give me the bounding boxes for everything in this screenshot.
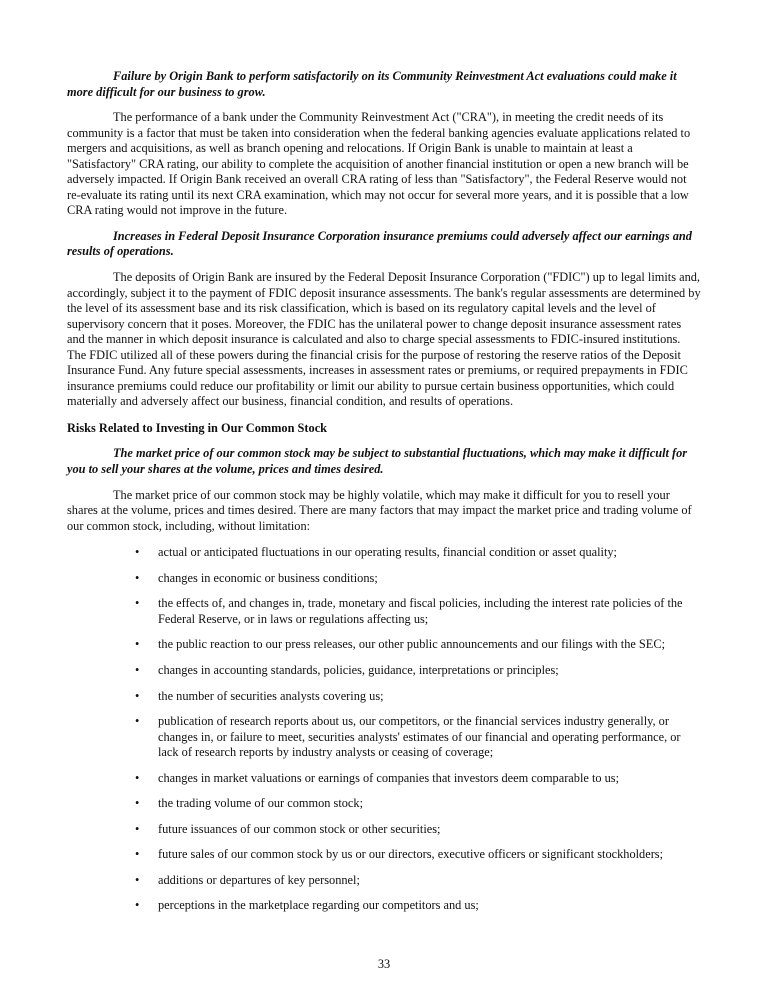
list-item-text: perceptions in the marketplace regarding our competitors and us; bbox=[158, 898, 479, 913]
bullet-icon: • bbox=[135, 570, 140, 585]
page-number: 33 bbox=[377, 957, 391, 971]
risk-heading-cra: Failure by Origin Bank to perform satisfactorily on its Community Reinvestment Act evaluations could make it more difficult for our business to grow. bbox=[67, 69, 677, 99]
bullet-icon: • bbox=[135, 770, 140, 785]
list-item bbox=[67, 714, 701, 761]
bullet-icon: • bbox=[135, 847, 140, 862]
list-item-text: the public reaction to our press releases, our other public announcements and our filings with the SEC; bbox=[158, 637, 665, 652]
list-item-text: changes in market valuations or earnings of companies that investors deem comparable to us; bbox=[158, 770, 620, 785]
section-heading-common-stock: Risks Related to Investing in Our Common Stock bbox=[67, 420, 328, 435]
list-item-text: changes in accounting standards, policies, guidance, interpretations or principles; bbox=[158, 662, 559, 677]
bullet-icon: • bbox=[135, 545, 140, 560]
list-item-text: the number of securities analysts covering us; bbox=[158, 688, 384, 703]
bullet-icon: • bbox=[135, 662, 140, 677]
list-item bbox=[67, 771, 701, 787]
list-item bbox=[67, 689, 701, 705]
list-item bbox=[67, 898, 701, 914]
list-item-text: publication of research reports about us, our competitors, or the financial services industry generally, or changes in, or failure to meet, securities analysts' estimates of our financial and operating performance, or lack of research reports by industry analysts or ceasing of coverage; bbox=[158, 714, 681, 760]
list-item-text: the effects of, and changes in, trade, monetary and fiscal policies, including the interest rate policies of the Federal Reserve, or in laws or regulations affecting us; bbox=[158, 596, 683, 626]
bullet-icon: • bbox=[135, 796, 140, 811]
list-item bbox=[67, 822, 701, 838]
list-item bbox=[67, 545, 701, 561]
bullet-icon: • bbox=[135, 637, 140, 652]
document-page bbox=[67, 69, 701, 924]
list-item bbox=[67, 596, 701, 627]
list-item bbox=[67, 873, 701, 889]
list-item bbox=[67, 571, 701, 587]
list-item bbox=[67, 637, 701, 653]
risk-factor-list bbox=[67, 545, 701, 914]
list-item-text: future issuances of our common stock or other securities; bbox=[158, 821, 441, 836]
list-item-text: the trading volume of our common stock; bbox=[158, 796, 364, 811]
list-item bbox=[67, 663, 701, 679]
list-item bbox=[67, 847, 701, 863]
list-item-text: actual or anticipated fluctuations in our operating results, financial condition or asset quality; bbox=[158, 545, 617, 560]
risk-heading-fdic: Increases in Federal Deposit Insurance Corporation insurance premiums could adversely affect our earnings and results of operations. bbox=[67, 228, 692, 259]
bullet-icon: • bbox=[135, 714, 140, 729]
paragraph-fdic: The deposits of Origin Bank are insured by the Federal Deposit Insurance Corporation ("FDIC") up to legal limits and, accordingly, subject it to the payment of FDIC deposit insurance assessments. The bank's regular assessments are determined by the level of its assessment base and its risk classification, which is based on its regulatory capital levels and the level of supervisory concern that it poses. Moreover, the FDIC has the unilateral power to change deposit insurance assessment rates and the manner in which deposit insurance is calculated and also to charge special assessments to FDIC-insured institutions. The FDIC utilized all of these powers during the financial crisis for the purpose of restoring the reserve ratios of the Deposit Insurance Fund. Any future special assessments, increases in assessment rates or premiums, or required prepayments in FDIC insurance premiums could reduce our profitability or limit our ability to pursue certain business opportunities, which could materially and adversely affect our business, financial condition, and results of operations. bbox=[67, 270, 701, 409]
paragraph-market-price: The market price of our common stock may be highly volatile, which may make it difficult for you to resell your shares at the volume, prices and times desired. There are many factors that may impact the market price and trading volume of our common stock, including, without limitation: bbox=[67, 487, 692, 533]
bullet-icon: • bbox=[135, 821, 140, 836]
bullet-icon: • bbox=[135, 872, 140, 887]
list-item bbox=[67, 796, 701, 812]
risk-heading-market-price: The market price of our common stock may be subject to substantial fluctuations, which may make it difficult for you to sell your shares at the volume, prices and times desired. bbox=[67, 446, 688, 477]
bullet-icon: • bbox=[135, 688, 140, 703]
list-item-text: changes in economic or business conditions; bbox=[158, 570, 378, 585]
bullet-icon: • bbox=[135, 596, 140, 611]
list-item-text: future sales of our common stock by us or our directors, executive officers or significant stockholders; bbox=[158, 847, 664, 862]
bullet-icon: • bbox=[135, 898, 140, 913]
list-item-text: additions or departures of key personnel; bbox=[158, 872, 360, 887]
paragraph-cra: The performance of a bank under the Community Reinvestment Act ("CRA"), in meeting the credit needs of its community is a factor that must be taken into consideration when the federal banking agencies evaluate applications related to mergers and acquisitions, as well as branch opening and relocations. If Origin Bank is unable to maintain at least a "Satisfactory" CRA rating, our ability to complete the acquisition of another financial institution or open a new branch will be adversely impacted. If Origin Bank received an overall CRA rating of less than "Satisfactory", the Federal Reserve would not re-evaluate its rating until its next CRA examination, which may not occur for several more years, and it is possible that a low CRA rating would not improve in the future. bbox=[67, 110, 691, 218]
